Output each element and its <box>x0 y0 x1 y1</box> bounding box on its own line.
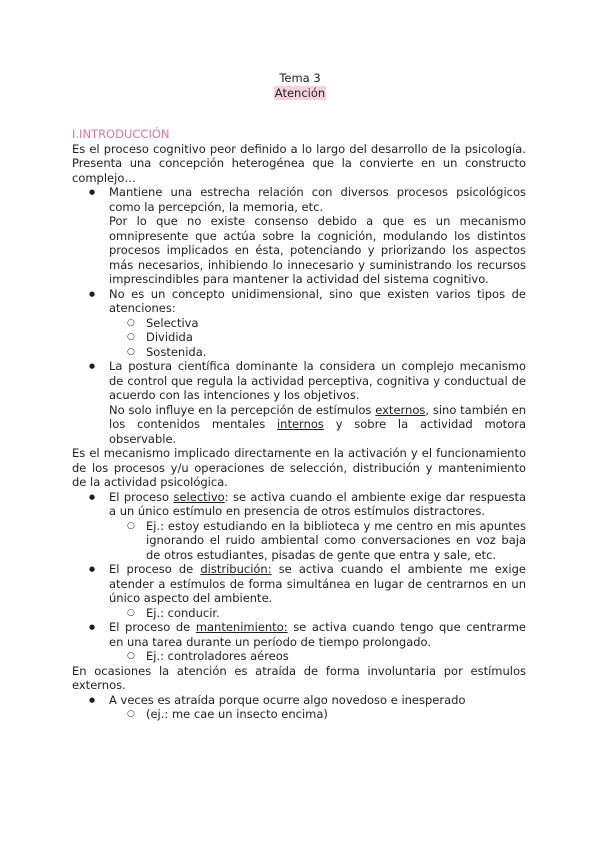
document-body <box>72 127 526 722</box>
sub-list-item: ○ Sostenida. <box>109 345 526 360</box>
bullet-continuation <box>109 403 526 447</box>
paragraph: En ocasiones la atención es atraída de forma involuntaria por estímulos externos. <box>72 663 526 692</box>
underlined-term: mantenimiento: <box>195 620 288 634</box>
sub-list <box>109 606 526 621</box>
bullet-text: A veces es atraída porque ocurre algo novedoso e inesperado <box>109 692 466 707</box>
text-run: El proceso de <box>109 620 191 634</box>
sub-list-item: ○ Selectiva <box>109 316 526 331</box>
text-run: se activa cuando tengo que centrarme en una tarea durante un período de tiempo prolongado. <box>109 620 526 649</box>
text-run: El proceso <box>109 489 170 504</box>
text-run: : se activa cuando el ambiente exige dar respuesta a un único estímulo en presencia de otros estímulos distractores. <box>109 489 526 518</box>
sub-list-item: ○ Dividida <box>109 330 526 345</box>
underlined-term: selectivo <box>173 489 225 504</box>
section-heading: I.INTRODUCCIÓN <box>72 127 170 141</box>
text-run: El proceso de <box>109 562 194 576</box>
list-item <box>72 287 526 360</box>
list-item <box>72 490 526 563</box>
text-run: y sobre la actividad motora observable. <box>109 417 526 446</box>
sub-list <box>109 316 526 360</box>
text-run: No solo influye en la percepción de estímulos <box>109 402 372 417</box>
sub-list-item: ○ Ej.: estoy estudiando en la biblioteca y me centro en mis apuntes ignorando el ruido ambiental como conversaciones en voz baja de otros estudiantes, pisadas de gente que entra y sale, etc. <box>109 519 526 563</box>
list-item <box>72 693 526 722</box>
list-item <box>72 359 526 446</box>
list-item <box>72 185 526 287</box>
bullet-text: No es un concepto unidimensional, sino que existen varios tipos de atenciones: <box>109 286 526 315</box>
list-item <box>72 562 526 620</box>
bullet-text: Mantiene una estrecha relación con diversos procesos psicológicos como la percepción, la memoria, etc. <box>109 185 526 214</box>
sub-list <box>109 707 526 722</box>
text-run: se activa cuando el ambiente me exige atender a estímulos de forma simultánea en lugar de centrarnos en un único aspecto del ambiente. <box>109 562 527 605</box>
bullet-continuation: Por lo que no existe consenso debido a que es un mecanismo omnipresente que actúa sobre la cognición, modulando los distintos procesos implicados en ésta, potenciando y priorizando los aspectos más necesarios, inhibiendo lo innecesario y suministrando los recursos imprescindibles para mantener la actividad del sistema cognitivo. <box>109 214 526 286</box>
text-run: , sino también en los contenidos mentales <box>109 402 526 431</box>
sub-list-item: ○ (ej.: me cae un insecto encima) <box>109 707 526 722</box>
bullet-list-1 <box>72 185 526 446</box>
bullet-list-2 <box>72 490 526 664</box>
bullet-list-3 <box>72 693 526 722</box>
underlined-term: externos <box>375 402 426 417</box>
paragraph: Es el mecanismo implicado directamente en la activación y el funcionamiento de los procesos y/u operaciones de selección, distribución y mantenimiento de la actividad psicológica. <box>72 446 526 489</box>
sub-list-item: ○ Ej.: controladores aéreos <box>109 649 526 664</box>
underlined-term: distribución: <box>200 562 272 576</box>
document-subtitle <box>0 86 600 101</box>
subtitle-highlight: Atención <box>274 86 326 100</box>
sub-list <box>109 519 526 563</box>
intro-paragraph: Es el proceso cognitivo peor definido a lo largo del desarrollo de la psicología. Presenta una concepción heterogénea que la convierte en un constructo complejo… <box>72 141 526 185</box>
bullet-text: La postura científica dominante la considera un complejo mecanismo de control que regula la actividad perceptiva, cognitiva y conductual de acuerdo con las intenciones y los objetivos. <box>109 359 526 402</box>
list-item <box>72 620 526 664</box>
document-title: Tema 3 <box>279 71 321 85</box>
sub-list <box>109 649 526 664</box>
sub-list-item: ○ Ej.: conducir. <box>109 606 526 621</box>
underlined-term: internos <box>276 417 324 431</box>
